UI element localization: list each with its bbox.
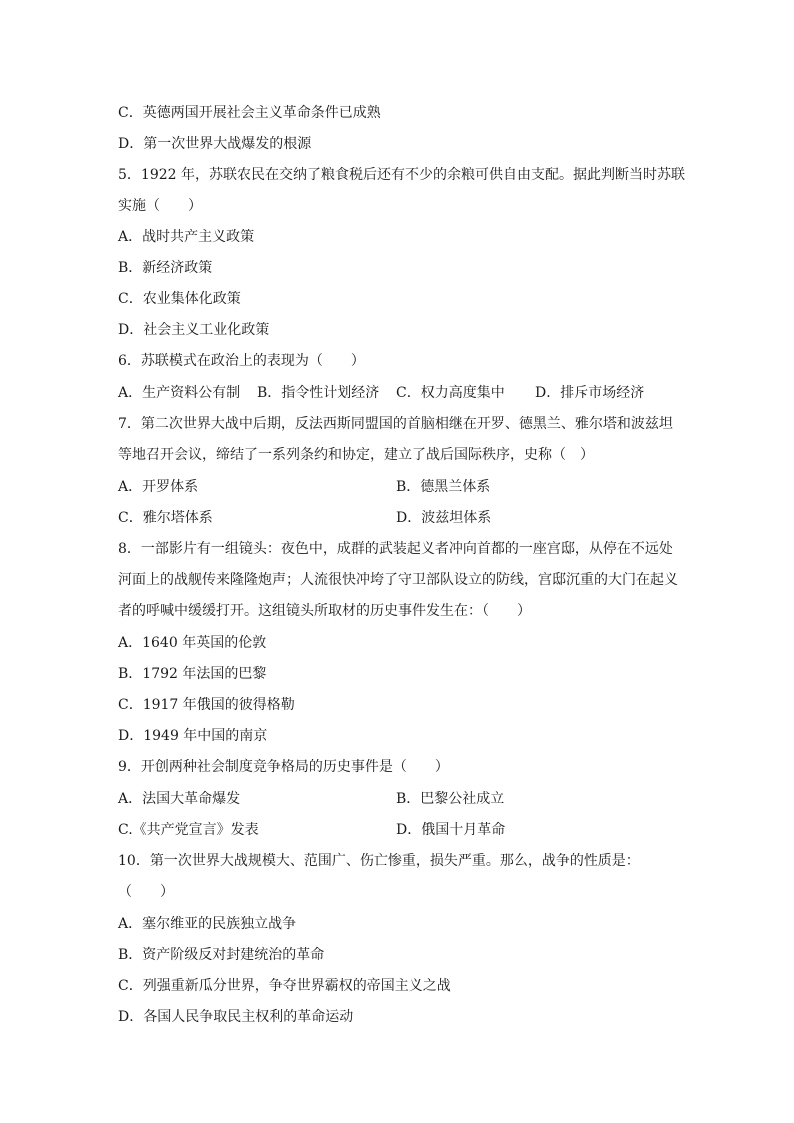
q10-stem-line1: 10．第一次世界大战规模大、范围广、伤亡惨重，损失严重。那么，战争的性质是：: [118, 853, 640, 869]
q5-option-b: B．新经济政策: [118, 260, 213, 276]
q9-stem: 9．开创两种社会制度竞争格局的历史事件是（ ）: [118, 759, 449, 775]
q10-option-a: A．塞尔维亚的民族独立战争: [118, 916, 297, 932]
q10-option-c: C．列强重新瓜分世界，争夺世界霸权的帝国主义之战: [118, 978, 451, 994]
q7-option-b: B．德黑兰体系: [396, 479, 491, 495]
q8-stem-line3: 者的呼喊中缓缓打开。这组镜头所取材的历史事件发生在：（ ）: [118, 603, 531, 619]
q5-stem-line2: 实施（ ）: [118, 198, 202, 214]
q8-option-d: D．1949 年中国的南京: [118, 728, 268, 744]
q7-option-d: D．波兹坦体系: [396, 510, 492, 526]
q5-option-d: D．社会主义工业化政策: [118, 322, 270, 338]
q7-stem-line1: 7．第二次世界大战中后期，反法西斯同盟国的首脑相继在开罗、德黑兰、雅尔塔和波兹坦: [118, 416, 673, 432]
q10-stem-line2: （ ）: [118, 884, 174, 900]
q9-option-d: D．俄国十月革命: [396, 822, 506, 838]
q6-option-a: A．生产资料公有制: [118, 385, 241, 401]
q4-option-c: C．英德两国开展社会主义革命条件已成熟: [118, 105, 381, 121]
q8-stem-line2: 河面上的战舰传来隆隆炮声；人流很快冲垮了守卫部队设立的防线，宫邸沉重的大门在起义: [118, 572, 678, 588]
q6-option-c: C．权力高度集中: [396, 385, 505, 401]
q10-option-b: B．资产阶级反对封建统治的革命: [118, 947, 325, 963]
q8-option-b: B．1792 年法国的巴黎: [118, 666, 267, 682]
q9-option-a: A．法国大革命爆发: [118, 791, 241, 807]
q10-option-d: D．各国人民争取民主权利的革命运动: [118, 1009, 354, 1025]
q5-option-c: C．农业集体化政策: [118, 291, 241, 307]
q4-option-d: D．第一次世界大战爆发的根源: [118, 136, 312, 152]
q7-stem-line2: 等地召开会议，缔结了一系列条约和协定，建立了战后国际秩序，史称（ ）: [118, 447, 594, 463]
q5-stem-line1: 5．1922 年，苏联农民在交纳了粮食税后还有不少的余粮可供自由支配。据此判断当时苏联: [118, 167, 685, 183]
q9-option-c: C.《共产党宣言》发表: [118, 822, 259, 838]
q6-option-b: B．指令性计划经济: [257, 385, 380, 401]
q8-stem-line1: 8．一部影片有一组镜头：夜色中，成群的武装起义者冲向首都的一座宫邸，从停在不远处: [118, 541, 673, 557]
q7-option-c: C．雅尔塔体系: [118, 510, 213, 526]
q5-option-a: A．战时共产主义政策: [118, 229, 255, 245]
q6-option-d: D．排斥市场经济: [535, 385, 645, 401]
q8-option-a: A．1640 年英国的伦敦: [118, 635, 267, 651]
q6-stem: 6．苏联模式在政治上的表现为（ ）: [118, 353, 365, 369]
q8-option-c: C．1917 年俄国的彼得格勒: [118, 697, 295, 713]
q7-option-a: A．开罗体系: [118, 479, 199, 495]
q9-option-b: B．巴黎公社成立: [396, 791, 505, 807]
